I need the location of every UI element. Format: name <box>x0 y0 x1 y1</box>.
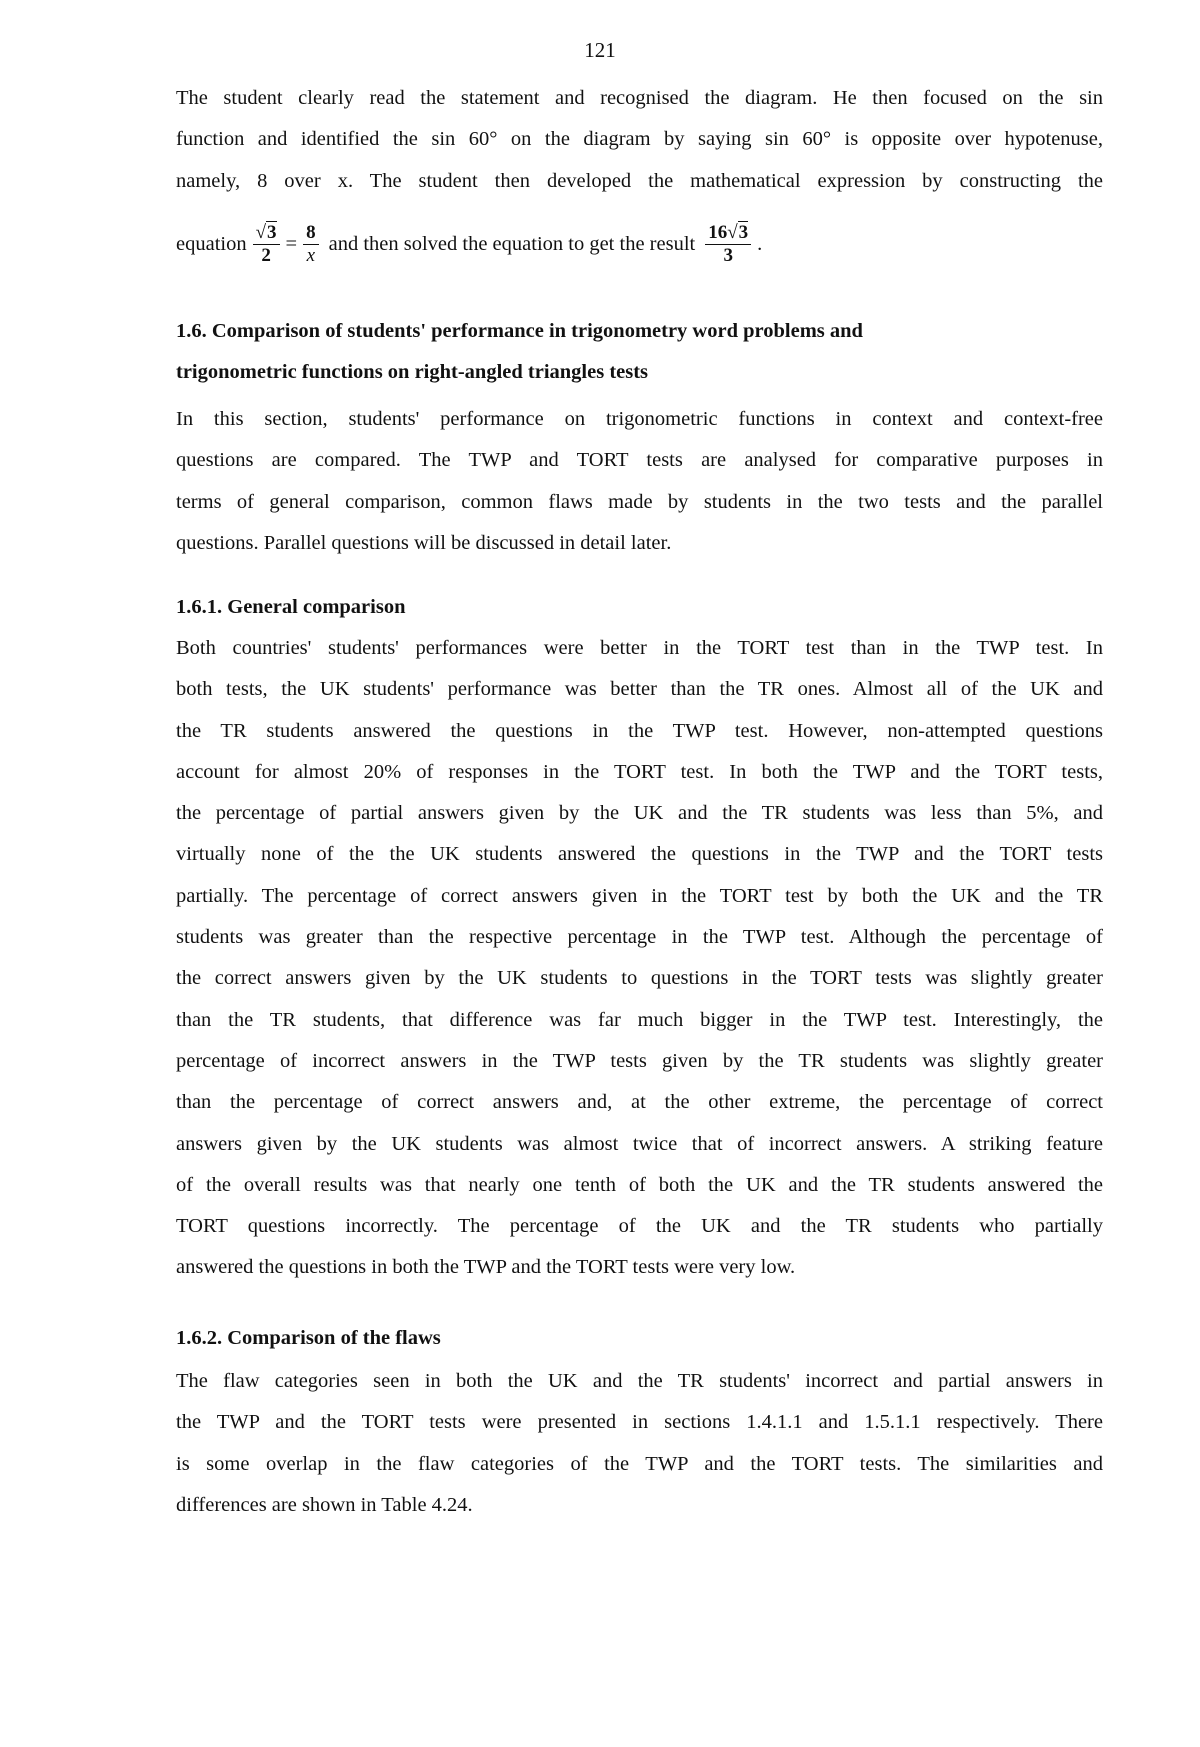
text-line: answered the questions in both the TWP and the TORT tests were very low. <box>176 1256 796 1279</box>
denominator: 3 <box>723 244 733 266</box>
heading-line: trigonometric functions on right-angled triangles tests <box>176 361 649 384</box>
heading-line: 1.6. Comparison of students' performance in trigonometry word problems and <box>176 320 863 342</box>
equation-suffix: . <box>757 232 763 255</box>
paragraph-flaws-comparison <box>176 1361 1103 1526</box>
numerator: 8 <box>303 222 319 245</box>
equals-sign: = <box>285 232 298 255</box>
denominator: 2 <box>261 244 271 266</box>
radicand: 3 <box>267 221 277 243</box>
equation-prefix: equation <box>176 232 247 255</box>
text-line: answers given by the UK students was almost twice that of incorrect answers. A striking feature <box>176 1132 1103 1155</box>
text-line: questions are compared. The TWP and TORT tests are analysed for comparative purposes in <box>176 449 1103 472</box>
heading-line: 1.6.1. General comparison <box>176 596 406 618</box>
text-line: In this section, students' performance on trigonometric functions in context and context-free <box>176 408 1103 430</box>
text-line: The flaw categories seen in both the UK and the TR students' incorrect and partial answers in <box>176 1370 1103 1392</box>
equation-line <box>176 214 762 274</box>
text-line: function and identified the sin 60° on the diagram by saying sin 60° is opposite over hypotenuse, <box>176 128 1103 151</box>
text-line: terms of general comparison, common flaws made by students in the two tests and the parallel <box>176 490 1103 513</box>
text-line: students was greater than the respective percentage in the TWP test. Although the percentage of <box>176 926 1103 949</box>
text-line: is some overlap in the flaw categories of the TWP and the TORT tests. The similarities and <box>176 1452 1103 1475</box>
section-heading-1-6-2 <box>176 1318 1103 1359</box>
paragraph-general-comparison <box>176 628 1103 1289</box>
fraction-result: $\frac{16√3}{3}$ <box>705 222 751 267</box>
text-line: the percentage of partial answers given by the UK and the TR students was less than 5%, and <box>176 802 1103 825</box>
text-line: differences are shown in Table 4.24. <box>176 1493 473 1516</box>
page-number: 121 <box>584 38 616 62</box>
denominator: x <box>306 244 316 266</box>
text-line: namely, 8 over x. The student then developed the mathematical expression by constructing the <box>176 169 1103 192</box>
fraction-rhs <box>303 222 319 267</box>
text-line: of the overall results was that nearly one tenth of both the UK and the TR students answered the <box>176 1173 1103 1196</box>
text-line: partially. The percentage of correct answers given in the TORT test by both the UK and the TR <box>176 884 1103 907</box>
coefficient: 16 <box>708 221 728 243</box>
paragraph-section-intro <box>176 399 1103 564</box>
fraction-lhs: $\frac{√3}{2}$ <box>253 222 280 267</box>
text-line: virtually none of the the UK students answered the questions in the TWP and the TORT tests <box>176 843 1103 866</box>
heading-line: 1.6.2. Comparison of the flaws <box>176 1327 441 1349</box>
text-line: the TWP and the TORT tests were presented in sections 1.4.1.1 and 1.5.1.1 respectively. There <box>176 1411 1103 1434</box>
section-heading-1-6-1 <box>176 587 1103 628</box>
text-line: questions. Parallel questions will be discussed in detail later. <box>176 531 672 554</box>
text-line: the correct answers given by the UK students to questions in the TORT tests was slightly greater <box>176 967 1103 990</box>
text-line: both tests, the UK students' performance was better than the TR ones. Almost all of the UK and <box>176 678 1103 701</box>
text-line: The student clearly read the statement and recognised the diagram. He then focused on the sin <box>176 87 1103 109</box>
text-line: percentage of incorrect answers in the TWP tests given by the TR students was slightly greater <box>176 1049 1103 1072</box>
text-line: than the percentage of correct answers and, at the other extreme, the percentage of correct <box>176 1091 1103 1114</box>
equation-middle-text: and then solved the equation to get the result <box>328 232 696 255</box>
text-line: TORT questions incorrectly. The percentage of the UK and the TR students who partially <box>176 1215 1103 1238</box>
section-heading-1-6 <box>176 311 1103 394</box>
text-line: the TR students answered the questions in the TWP test. However, non-attempted questions <box>176 719 1103 742</box>
radicand: 3 <box>738 221 749 243</box>
text-line: Both countries' students' performances were better in the TORT test than in the TWP test. In <box>176 637 1103 659</box>
text-line: than the TR students, that difference was far much bigger in the TWP test. Interestingly, the <box>176 1008 1103 1031</box>
text-line: account for almost 20% of responses in the TORT test. In both the TWP and the TORT tests, <box>176 760 1103 783</box>
paragraph-student-approach <box>176 78 1103 202</box>
